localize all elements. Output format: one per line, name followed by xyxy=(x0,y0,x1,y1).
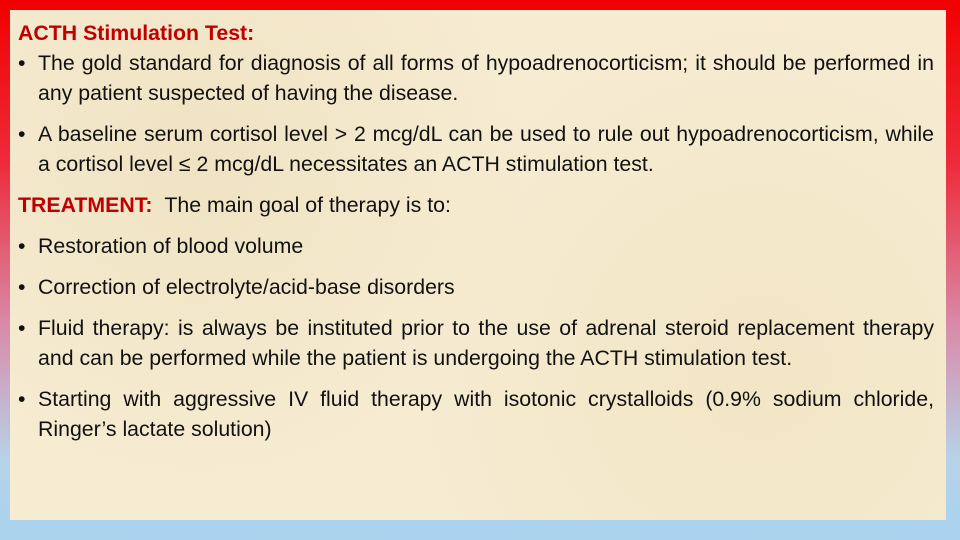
treatment-bullet-iv-fluid xyxy=(18,384,934,444)
treatment-intro: The main goal of therapy is to: xyxy=(164,193,451,217)
treatment-bullet-blood-volume xyxy=(18,231,934,261)
slide-content-panel xyxy=(10,10,946,520)
treatment-heading: TREATMENT: xyxy=(18,193,153,217)
acth-bullet-gold-standard xyxy=(18,48,934,108)
bullet-dot: • xyxy=(18,316,26,340)
acth-heading: ACTH Stimulation Test: xyxy=(18,21,255,45)
bullet-dot: • xyxy=(18,275,26,299)
treatment-bullet-electrolyte xyxy=(18,272,934,302)
treatment-bullet-fluid-therapy xyxy=(18,313,934,373)
treatment-line xyxy=(18,190,934,220)
bullet-text: Restoration of blood volume xyxy=(38,234,304,258)
acth-bullet-baseline-cortisol xyxy=(18,119,934,179)
bullet-text: Starting with aggressive IV fluid therapy with isotonic crystalloids (0.9% sodium chloride, Ringer’s lactate solution) xyxy=(38,387,934,441)
bullet-dot: • xyxy=(18,51,26,75)
bullet-dot: • xyxy=(18,122,26,146)
bullet-dot: • xyxy=(18,387,26,411)
bullet-text: The gold standard for diagnosis of all forms of hypoadrenocorticism; it should be performed in any patient suspected of having the disease. xyxy=(38,51,934,105)
bullet-dot: • xyxy=(18,234,26,258)
bullet-text: Fluid therapy: is always be instituted prior to the use of adrenal steroid replacement therapy and can be performed while the patient is undergoing the ACTH stimulation test. xyxy=(38,316,934,370)
bullet-text: Correction of electrolyte/acid-base disorders xyxy=(38,275,455,299)
bullet-text: A baseline serum cortisol level > 2 mcg/dL can be used to rule out hypoadrenocorticism, while a cortisol level ≤ 2 mcg/dL necessitates an ACTH stimulation test. xyxy=(38,122,934,176)
